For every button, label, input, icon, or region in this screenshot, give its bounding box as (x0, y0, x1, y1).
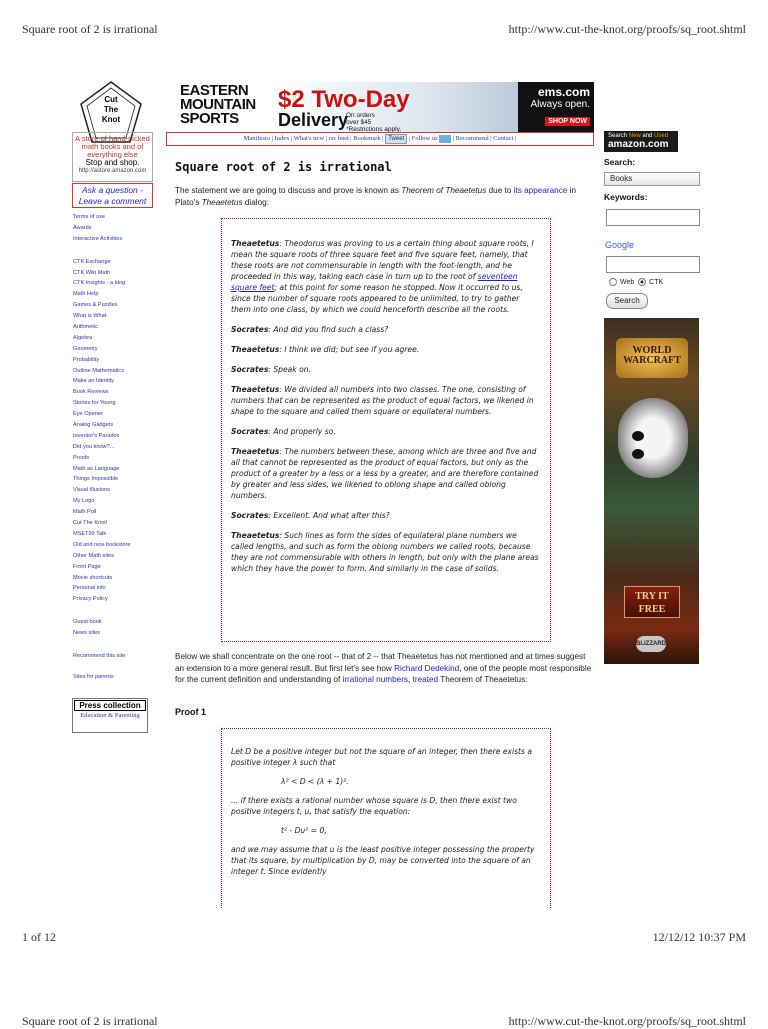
treated-link[interactable]: treated (412, 675, 439, 684)
sidebar-item[interactable]: Make an Identity (73, 378, 115, 385)
dedekind-paragraph (175, 651, 595, 686)
proof-text: ... if there exists a rational number whose square is D, then there exist two positive integers t, u, that satisfy the equation: (231, 796, 517, 816)
ems-brand-2: MOUNTAIN (180, 96, 256, 113)
ems-brand-3: SPORTS (180, 110, 239, 127)
sidebar-item[interactable]: Algebra (73, 334, 93, 341)
sidebar-item[interactable]: Cut The Knot! (73, 520, 108, 527)
page-title: Square root of 2 is irrational (175, 160, 392, 174)
sidebar-item[interactable]: Geometry (73, 345, 98, 352)
keywords-label: Keywords: (604, 192, 648, 202)
print-url: http://www.cut-the-knot.org/proofs/sq_root.shtml (508, 1014, 746, 1028)
line-text: : Speak on. (268, 365, 311, 374)
logo-text-3: Knot (101, 115, 121, 124)
speaker: Theaetetus (231, 239, 280, 248)
amazon-text: and (642, 133, 653, 139)
promo-line-1: A store of hand-picked math books and of everything else (75, 134, 150, 159)
intro-text: The statement we are going to discuss and prove is known as (175, 186, 402, 195)
sidebar-item[interactable]: Arithmetic (73, 324, 98, 331)
dialog-line (231, 510, 541, 521)
promo-line-2: Stop and shop. (85, 158, 140, 167)
proof-text: and we may assume that u is the least positive integer possessing the property that its square, by multiplication by D, may be converted into the square of an integer t. Since evidently (231, 845, 535, 876)
nav-rss[interactable]: rss feed (328, 135, 349, 142)
sidebar-item[interactable]: Outline Mathematics (73, 367, 124, 374)
speaker: Theaetetus (231, 447, 280, 456)
speaker: Theaetetus (231, 345, 280, 354)
sidebar-item[interactable]: Math Help (73, 291, 99, 298)
sidebar-item[interactable]: Stories for Young (73, 400, 116, 407)
radio-ctk[interactable] (638, 278, 646, 286)
sidebar-item[interactable]: Front Page (73, 563, 101, 570)
dialog-line (231, 446, 541, 501)
speaker: Theaetetus (231, 531, 280, 540)
sidebar-item[interactable]: Old and nice bookstore (73, 541, 131, 548)
ems-banner-ad[interactable] (178, 82, 594, 132)
seventeen-square-feet-link[interactable]: seventeen square feet (231, 272, 518, 292)
para-text: , (408, 675, 413, 684)
proof-equation: t² - Du² = 0, (281, 826, 327, 835)
line-text: : Such lines as form the sides of equilateral plane numbers we called lengths, and such as form the oblong numbers we called roots, because they are not commensurable with others in length, but only with the plane areas which they have the power to form. And similarly in the case of solids. (231, 531, 539, 573)
para-text: Theorem of Theaetetus: (438, 675, 528, 684)
banner-delivery: Delivery (278, 110, 349, 130)
print-datetime: 12/12/12 10:37 PM (652, 930, 746, 944)
fine-1: On orders (346, 112, 375, 119)
logo-text-2: The (103, 105, 119, 114)
sidebar-item[interactable]: Privacy Policy (73, 596, 108, 603)
line-text: ; at this point for some reason he stopped. Now it occurred to us, since the number of square roots appeared to be unlimited, to try to gather them into one class, by which we could henceforth describe all the roots. (231, 283, 523, 314)
google-search-input[interactable] (606, 256, 700, 273)
intro-text: in Plato's (175, 186, 577, 207)
keywords-input[interactable] (606, 209, 700, 226)
print-page-title: Square root of 2 is irrational (22, 22, 158, 36)
amazon-search-banner[interactable] (604, 131, 678, 152)
sidebar-item[interactable]: Awards (73, 224, 92, 231)
logo-text-1: Cut (104, 95, 118, 104)
para-text: , one of the people most responsible for the current definition and understanding of (175, 663, 592, 684)
sidebar-item[interactable]: Movie shortcuts (73, 574, 113, 581)
print-page-title: Square root of 2 is irrational (22, 1014, 158, 1028)
speaker: Theaetetus (231, 385, 280, 394)
nav-manifesto[interactable]: Manifesto (243, 135, 270, 142)
ask-line-2: Leave a comment (78, 196, 147, 206)
amazon-new: New (628, 133, 641, 139)
nav-recommend[interactable]: Recommend (455, 135, 489, 142)
intro-text: due to (486, 186, 514, 195)
banner-headline: $2 Two-Day (278, 86, 410, 113)
fine-2: over $45 (346, 119, 372, 126)
banner-ems-panel (518, 82, 594, 132)
irrational-numbers-link[interactable]: irrational numbers (342, 675, 409, 684)
dialog-line (231, 324, 541, 335)
tweet-button[interactable]: Tweet (385, 134, 407, 144)
proof-equation: λ² < D < (λ + 1)². (281, 777, 349, 786)
press-collection-box[interactable] (72, 698, 148, 733)
dialog-line (231, 530, 541, 574)
banner-fineprint (346, 112, 401, 132)
ask-question-link[interactable] (72, 183, 153, 208)
sidebar-item[interactable]: My Logo (73, 498, 95, 505)
warcraft-logo: WORLD WARCRAFT (616, 338, 688, 378)
bookstore-promo[interactable] (72, 132, 153, 182)
google-text: Google (605, 240, 635, 250)
sidebar-item[interactable]: Analog Gadgets (73, 422, 114, 429)
intro-em: Theaetetus (201, 198, 243, 207)
sidebar-item[interactable]: What is What (73, 313, 107, 320)
appearance-link[interactable]: its appearance (513, 186, 568, 195)
nav-index[interactable]: Index (274, 135, 290, 142)
line-text: : Excellent. And what after this? (268, 511, 390, 520)
dialog-line (231, 238, 541, 315)
sidebar-item[interactable]: Games & Puzzles (73, 302, 118, 309)
sidebar-item[interactable]: Probability (73, 356, 100, 363)
warcraft-ad[interactable] (604, 318, 699, 664)
top-nav: Manifesto | Index | What's new | rss feed | Bookmark | Tweet | Follow us | Recommend | Contact | (166, 132, 594, 146)
promo-line-3: http://astore.amazon.com (78, 168, 147, 174)
ems-brand (180, 84, 256, 126)
google-logo (605, 240, 634, 250)
intro-text: dialog: (242, 198, 269, 207)
spacer (73, 639, 163, 651)
sidebar-item[interactable]: MSET99 Talk (73, 530, 107, 537)
sidebar-item[interactable]: News sites (73, 630, 101, 637)
spacer (73, 245, 163, 257)
dialog-line (231, 344, 541, 355)
sidebar-item-recommend[interactable]: Recommend this site (73, 652, 126, 659)
line-text: : The numbers between these, among which are three and five and all that cannot be represented as the product of equal factors, but only as the product of a greater by a less or a less by a greater, and are therefore contained by greater and less sides, we likened to oblong shape and called oblong numbers. (231, 447, 539, 500)
sidebar-item-parents[interactable]: Sites for parents (73, 673, 114, 680)
speaker: Socrates (231, 325, 269, 334)
sidebar-item[interactable]: Math Poll (73, 509, 97, 516)
try-it-free-button[interactable]: TRY IT FREE (624, 586, 680, 618)
fine-3: *Restrictions apply. (346, 126, 402, 132)
sidebar-item[interactable]: Did you know?... (73, 443, 115, 450)
dialog-line (231, 364, 541, 375)
search-category-select[interactable]: Books (604, 172, 700, 186)
sidebar-item[interactable]: Personal info (73, 585, 106, 592)
sidebar-item[interactable]: Proofs (73, 454, 90, 461)
sidebar-item[interactable]: CTK Exchange (73, 258, 111, 265)
press-title: Press collection (74, 700, 146, 711)
line-text: : Theodorus was proving to us a certain thing about square roots, I mean the square roots of three square feet and five square feet, namely, that these roots are not commensurable in length with the foot-length, and he proceeded in this way, taking each case in turn up to the root of (231, 239, 534, 281)
radio-web[interactable] (609, 278, 617, 286)
shop-now-button[interactable]: SHOP NOW (545, 117, 590, 126)
press-subtitle: Education & Parenting (80, 712, 140, 719)
search-button[interactable]: Search (606, 293, 648, 309)
sidebar-item[interactable]: Terms of use (73, 214, 106, 220)
search-scope (609, 278, 663, 286)
spacer (73, 662, 163, 672)
nav-bookmark[interactable]: Bookmark (353, 135, 381, 142)
sidebar-item[interactable]: Interactive Activities (73, 235, 123, 242)
sidebar-nav (73, 212, 163, 683)
twitter-icon[interactable] (439, 135, 451, 143)
dialog-quote-box (221, 218, 551, 642)
line-text: : And properly so. (268, 427, 336, 436)
ask-line-1: Ask a question - (82, 185, 143, 195)
print-url: http://www.cut-the-knot.org/proofs/sq_root.shtml (508, 22, 746, 36)
sidebar-item[interactable]: Math as Language (73, 465, 120, 472)
radio-ctk-label: CTK (649, 278, 664, 286)
sidebar-item[interactable]: CTK Wiki Math (73, 269, 111, 276)
amazon-logo: amazon.com (608, 139, 669, 150)
intro-em: Theorem of Theaetetus (401, 186, 487, 195)
speaker: Socrates (231, 427, 269, 436)
speaker: Socrates (231, 511, 269, 520)
sidebar-item[interactable]: Book Reviews (73, 389, 109, 396)
proof-box (221, 728, 551, 908)
line-text: : We divided all numbers into two classes. The one, consisting of numbers that can be represented as the product of equal factors, we likened in shape to the square and called them square or equilateral numbers. (231, 385, 534, 416)
blizzard-logo: BLIZZARD (636, 636, 666, 652)
sidebar-item[interactable]: Other Math sites (73, 552, 115, 559)
para-text: Below we shall concentrate on the one root -- that of 2 -- that Theaetetus has not mentioned and at times suggest an extension to a more general result. But first let's see how (175, 652, 586, 673)
sidebar-item[interactable]: Inventor's Paradox (73, 432, 120, 439)
sidebar-item[interactable]: Things Impossible (73, 476, 119, 483)
proof-text: Let D be a positive integer but not the square of an integer, then there exists a positive integer λ such that (231, 747, 533, 767)
nav-follow[interactable]: Follow us (411, 135, 438, 142)
sidebar-item[interactable]: CTK Insights - a blog (73, 280, 126, 287)
sidebar-item[interactable]: Eye Opener (73, 411, 103, 418)
banner-tag: Always open. (530, 99, 590, 110)
banner-site: ems.com (537, 85, 590, 99)
speaker: Socrates (231, 365, 269, 374)
dialog-line (231, 384, 541, 417)
dedekind-link[interactable]: Richard Dedekind (394, 663, 460, 673)
nav-whats-new[interactable]: What's new (293, 135, 325, 142)
intro-paragraph (175, 185, 585, 209)
search-label: Search: (604, 157, 636, 167)
line-text: : And did you find such a class? (268, 325, 389, 334)
ems-brand-1: EASTERN (180, 82, 249, 99)
sidebar-item[interactable]: Visual Illusions (73, 487, 110, 494)
dialog-line (231, 426, 541, 437)
sidebar-item[interactable]: Guest book (73, 619, 102, 626)
spacer (73, 605, 163, 617)
radio-web-label: Web (620, 278, 635, 286)
amazon-used: Used (654, 133, 669, 139)
proof-heading: Proof 1 (175, 707, 207, 717)
nav-contact[interactable]: Contact (493, 135, 514, 142)
panda-eyes (632, 428, 674, 440)
amazon-text: Search (608, 133, 628, 139)
page-number: 1 of 12 (22, 930, 56, 944)
line-text: : I think we did; but see if you agree. (279, 345, 420, 354)
